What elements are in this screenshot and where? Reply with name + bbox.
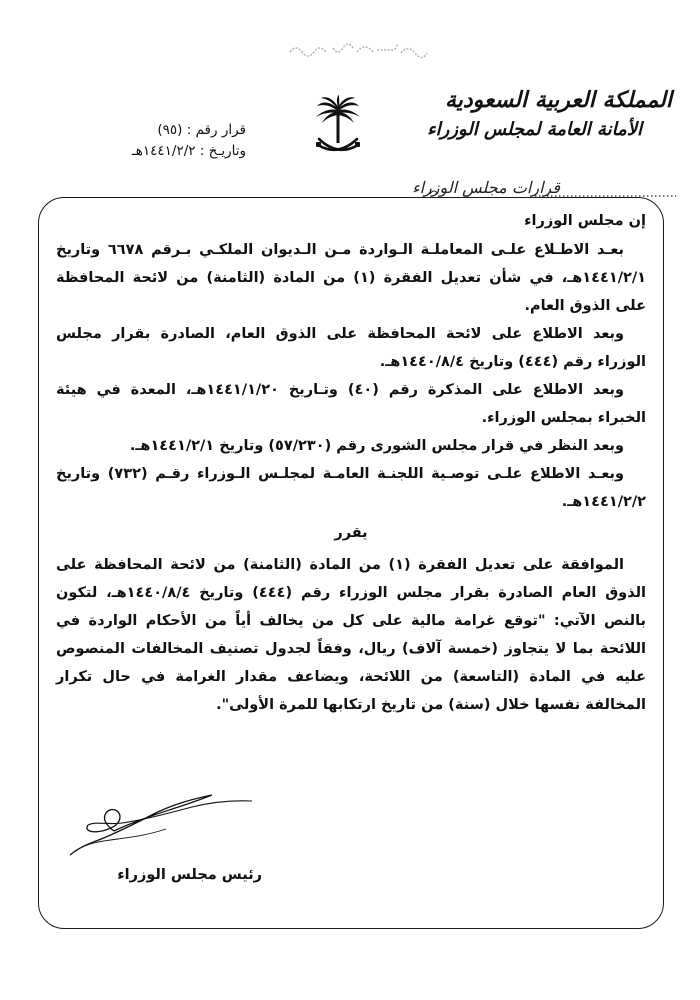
recital-paragraph: وبعـد الاطلاع علـى توصـية اللجنـة العامـة لمجلـس الـوزراء رقـم (٧٣٢) وتاريخ ١٤٤١/٢/٢هـ. bbox=[56, 466, 646, 510]
decision-date: وتاريـخ : ١٤٤١/٢/٢هـ bbox=[131, 143, 246, 159]
recital-paragraph: وبعد الاطلاع على لائحة المحافظة على الذوق العام، الصادرة بقرار مجلس الوزراء رقم (٤٤٤) وتاريخ ١٤٤٠/٨/٤هـ. bbox=[56, 326, 646, 370]
recital-paragraph: بعـد الاطـلاع علـى المعاملـة الـواردة مـن الـديوان الملكـي بـرقم ٦٦٧٨ وتاريخ ١٤٤١/٢/١هـ، في شأن تعديل الفقرة (١) من المادة (الثامنة) من لائحة المحافظة على الذوق العام. bbox=[56, 242, 646, 314]
decision-number: قرار رقم : (٩٥) bbox=[157, 122, 246, 138]
faint-stamp-mark bbox=[285, 38, 435, 60]
recital-paragraph: وبعد الاطلاع على المذكرة رقم (٤٠) وتـاريخ ١٤٤١/١/٢٠هـ، المعدة في هيئة الخبراء بمجلس الوزراء. bbox=[56, 382, 646, 426]
decree-body bbox=[56, 207, 646, 719]
decides-heading: يقرر bbox=[334, 525, 368, 541]
signer-title: رئيس مجلس الوزراء bbox=[117, 867, 262, 883]
issuer-header bbox=[427, 85, 672, 145]
recital-paragraph: وبعد النظر في قرار مجلس الشورى رقم (٥٧/٢٣٠) وتاريخ ١٤٤١/٢/١هـ. bbox=[129, 438, 624, 454]
kingdom-name: المملكة العربية السعودية bbox=[444, 87, 672, 113]
section-heading: قرارات مجلس الوزراء bbox=[412, 178, 560, 197]
section-heading-box bbox=[412, 178, 560, 197]
opening-line: إن مجلس الوزراء bbox=[524, 213, 646, 229]
decision-reference bbox=[96, 120, 246, 162]
secretariat-name: الأمانة العامة لمجلس الوزراء bbox=[427, 119, 642, 140]
handwritten-signature bbox=[62, 785, 262, 865]
decision-paragraph: الموافقة على تعديل الفقرة (١) من المادة (الثامنة) من لائحة المحافظة على الذوق العام الصادرة بقرار مجلس الوزراء رقم (٤٤٤) وتاريخ ١٤٤٠/٨/٤هـ، لتكون بالنص الآتي: "توقع غرامة مالية على كل من يخالف أياً من الأحكام الواردة في اللائحة بما لا يتجاوز (خمسة آلاف) ريال، وفقاً لجدول تصنيف المخالفات المنصوص عليه في المادة (التاسعة) من اللائحة، ويضاعف مقدار الغرامة في حال تكرار المخالفة نفسها خلال (سنة) من تاريخ ارتكابها للمرة الأولى". bbox=[56, 557, 646, 713]
palm-and-swords-emblem-icon bbox=[315, 95, 361, 163]
